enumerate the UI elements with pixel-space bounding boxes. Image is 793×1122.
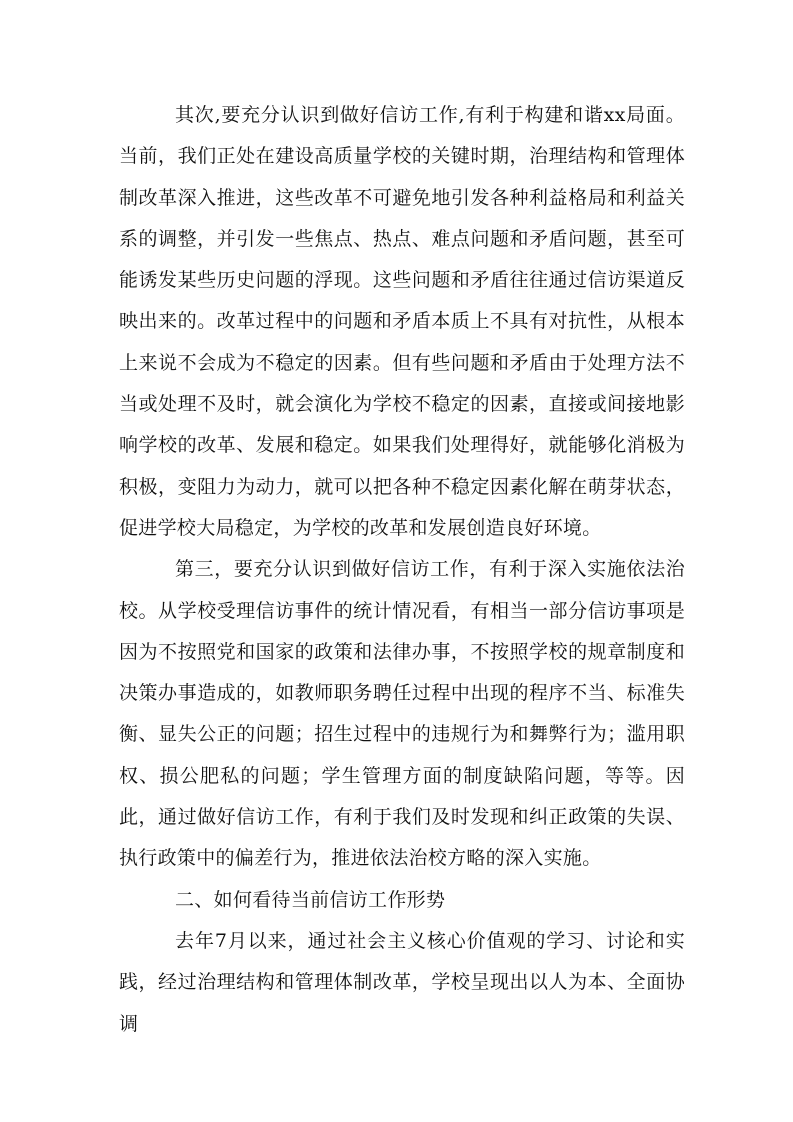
paragraph-second-point: 其次,要充分认识到做好信访工作,有利于构建和谐xx局面。当前，我们正处在建设高质量学校的关键时期，治理结构和管理体制改革深入推进，这些改革不可避免地引发各种利益格局和利益关系的调整，并引发一些焦点、热点、难点问题和矛盾问题，甚至可能诱发某些历史问题的浮现。这些问题和矛盾往往通过信访渠道反映出来的。改革过程中的问题和矛盾本质上不具有对抗性，从根本上来说不会成为不稳定的因素。但有些问题和矛盾由于处理方法不当或处理不及时，就会演化为学校不稳定的因素，直接或间接地影响学校的改革、发展和稳定。如果我们处理得好，就能够化消极为积极，变阻力为动力，就可以把各种不稳定因素化解在萌芽状态，促进学校大局稳定，为学校的改革和发展创造良好环境。 <box>119 104 685 539</box>
paragraph-situation: 去年7月以来，通过社会主义核心价值观的学习、讨论和实践，经过治理结构和管理体制改革，学校呈现出以人为本、全面协调 <box>119 929 685 1035</box>
section-heading: 二、如何看待当前信访工作形势 <box>175 888 446 911</box>
document-body <box>119 95 685 1045</box>
paragraph-third-point: 第三，要充分认识到做好信访工作，有利于深入实施依法治校。从学校受理信访事件的统计情况看，有相当一部分信访事项是因为不按照党和国家的政策和法律办事，不按照学校的规章制度和决策办事造成的，如教师职务聘任过程中出现的程序不当、标准失衡、显失公正的问题；招生过程中的违规行为和舞弊行为；滥用职权、损公肥私的问题；学生管理方面的制度缺陷问题，等等。因此，通过做好信访工作，有利于我们及时发现和纠正政策的失误、执行政策中的偏差行为，推进依法治校方略的深入实施。 <box>119 558 685 870</box>
